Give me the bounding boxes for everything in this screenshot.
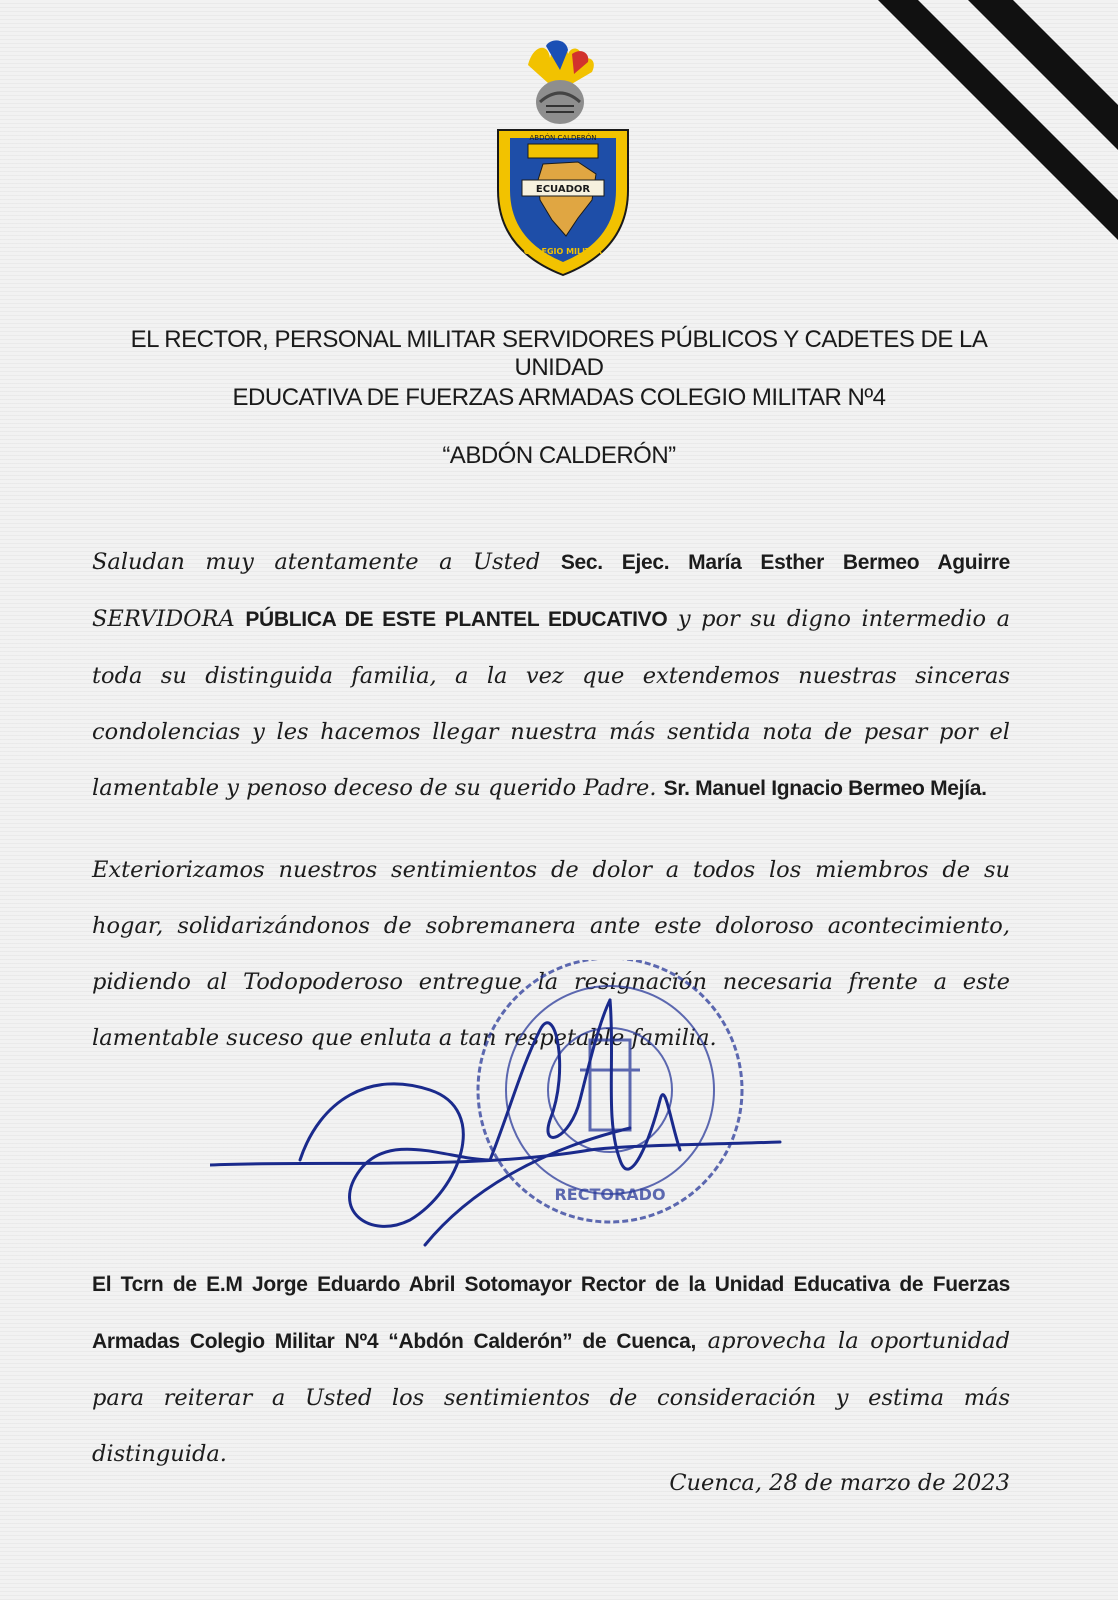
paragraph-text: SERVIDORA [92, 606, 246, 632]
heading-line-2: EDUCATIVA DE FUERZAS ARMADAS COLEGIO MILITAR Nº4 [232, 384, 886, 411]
document-date: Cuenca, 28 de marzo de 2023 [669, 1470, 1010, 1496]
crest-ring-text: COLEGIO MILITAR [523, 247, 603, 256]
signature-and-stamp [210, 960, 810, 1280]
rector-name: El Tcrn de E.M Jorge Eduardo Abril Sotomayor Rector de la Unidad Educativa de Fuerzas Armadas Colegio Militar Nº4 “Abdón Calderón” de Cuenca, [92, 1273, 1010, 1353]
deceased-name: Sr. Manuel Ignacio Bermeo Mejía. [663, 777, 987, 800]
crest-country-text: ECUADOR [535, 184, 591, 195]
rector-signature [210, 1000, 780, 1245]
condolence-paragraph [92, 534, 1010, 817]
heading-line-3: “ABDÓN CALDERÓN” [442, 442, 676, 469]
paragraph-text: Saludan muy atentamente a Usted [92, 549, 561, 575]
paragraph-text: y por su digno intermedio a toda su distinguida familia, a la vez que extendemos nuestras sinceras condolencias y les hacemos llegar nuestra más sentida nota de pesar por el lamentable y penoso deceso de su querido Padre. [92, 606, 1010, 801]
rector-paragraph [92, 1256, 1010, 1482]
crest-banner-text: ABDÓN CALDERÓN [529, 134, 597, 142]
recipient-role: PÚBLICA DE ESTE PLANTEL EDUCATIVO [245, 608, 668, 631]
paragraph-text: aprovecha la oportunidad para reiterar a Usted los sentimientos de consideración y estima más distinguida. [92, 1328, 1010, 1467]
heading-line-1: EL RECTOR, PERSONAL MILITAR SERVIDORES PÚBLICOS Y CADETES DE LA UNIDAD [130, 326, 988, 381]
sentiment-paragraph: Exteriorizamos nuestros sentimientos de dolor a todos los miembros de su hogar, solidarizándonos de sobremanera ante este doloroso acontecimiento, pidiendo al Todopoderoso entregue la resignación necesaria frente a este lamentable suceso que enluta a tan respetable familia. [92, 857, 1010, 1051]
mourning-ribbon [818, 0, 1118, 260]
stamp-text: RECTORADO [554, 1185, 666, 1204]
recipient-name: Sec. Ejec. María Esther Bermeo Aguirre [560, 551, 1010, 574]
school-crest-logo [488, 40, 638, 280]
